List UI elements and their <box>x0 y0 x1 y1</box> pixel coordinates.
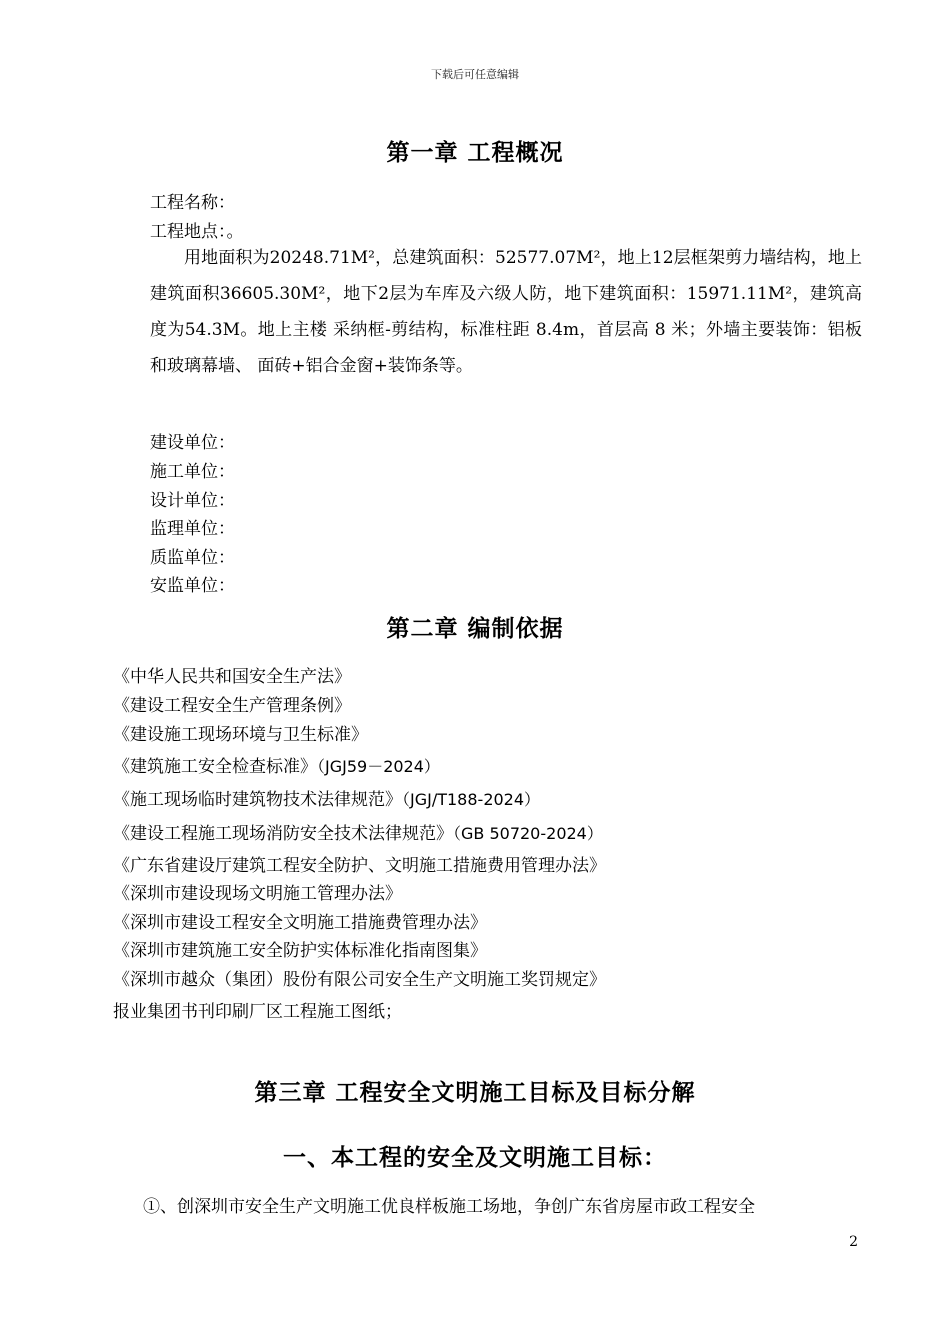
unit-design: 设计单位： <box>150 491 235 511</box>
unit-supervision: 监理单位： <box>150 519 235 539</box>
unit-contractor: 施工单位： <box>150 462 235 482</box>
reference-item: 报业集团书刊印刷厂区工程施工图纸； <box>113 1002 402 1022</box>
unit-safety: 安监单位： <box>150 576 235 596</box>
reference-item: 《深圳市建设现场文明施工管理办法》 <box>113 884 402 904</box>
reference-code: （GB 50720-2024） <box>453 824 603 843</box>
reference-item: 《建筑施工安全检查标准》（JGJ59－2024） <box>113 757 440 777</box>
reference-item: 《施工现场临时建筑物技术法律规范》（JGJ/T188-2024） <box>113 790 541 810</box>
reference-item: 《广东省建设厅建筑工程安全防护、文明施工措施费用管理办法》 <box>113 856 606 876</box>
reference-item: 《建设工程安全生产管理条例》 <box>113 696 351 716</box>
project-description: 用地面积为20248.71M²，总建筑面积：52577.07M²，地上12层框架剪力墙结构，地上建筑面积36605.30M²，地下2层为车库及六级人防，地下建筑面积：15971.11M²，建筑高度为54.3M。地上主楼 采纳框-剪结构，标准柱距 8.4m，首层高 8 米；外墙主要装饰：铝板和玻璃幕墙、 面砖+铝合金窗+装饰条等。 <box>150 248 862 376</box>
unit-construction: 建设单位： <box>150 433 235 453</box>
reference-item: 《中华人民共和国安全生产法》 <box>113 667 351 687</box>
section1-title: 一、本工程的安全及文明施工目标： <box>283 1145 667 1171</box>
reference-code: （JGJ59－2024） <box>317 757 440 776</box>
reference-item: 《深圳市建设工程安全文明施工措施费管理办法》 <box>113 913 487 933</box>
project-name-label: 工程名称： <box>150 193 235 213</box>
chapter1-title: 第一章 工程概况 <box>386 140 564 166</box>
reference-code: （JGJ/T188-2024） <box>402 790 541 809</box>
page-number: 2 <box>849 1234 858 1250</box>
reference-item: 《建设施工现场环境与卫生标准》 <box>113 725 368 745</box>
project-location-label: 工程地点：。 <box>150 222 244 242</box>
goal-item-1: ①、创深圳市安全生产文明施工优良样板施工场地，争创广东省房屋市政工程安全 <box>143 1197 755 1217</box>
reference-item: 《深圳市建筑施工安全防护实体标准化指南图集》 <box>113 941 487 961</box>
chapter3-title: 第三章 工程安全文明施工目标及目标分解 <box>254 1080 696 1106</box>
chapter2-title: 第二章 编制依据 <box>386 616 564 642</box>
header-note: 下载后可任意编辑 <box>431 68 519 81</box>
reference-item: 《深圳市越众（集团）股份有限公司安全生产文明施工奖罚规定》 <box>113 970 606 990</box>
reference-item: 《建设工程施工现场消防安全技术法律规范》（GB 50720-2024） <box>113 824 603 844</box>
unit-quality: 质监单位： <box>150 548 235 568</box>
